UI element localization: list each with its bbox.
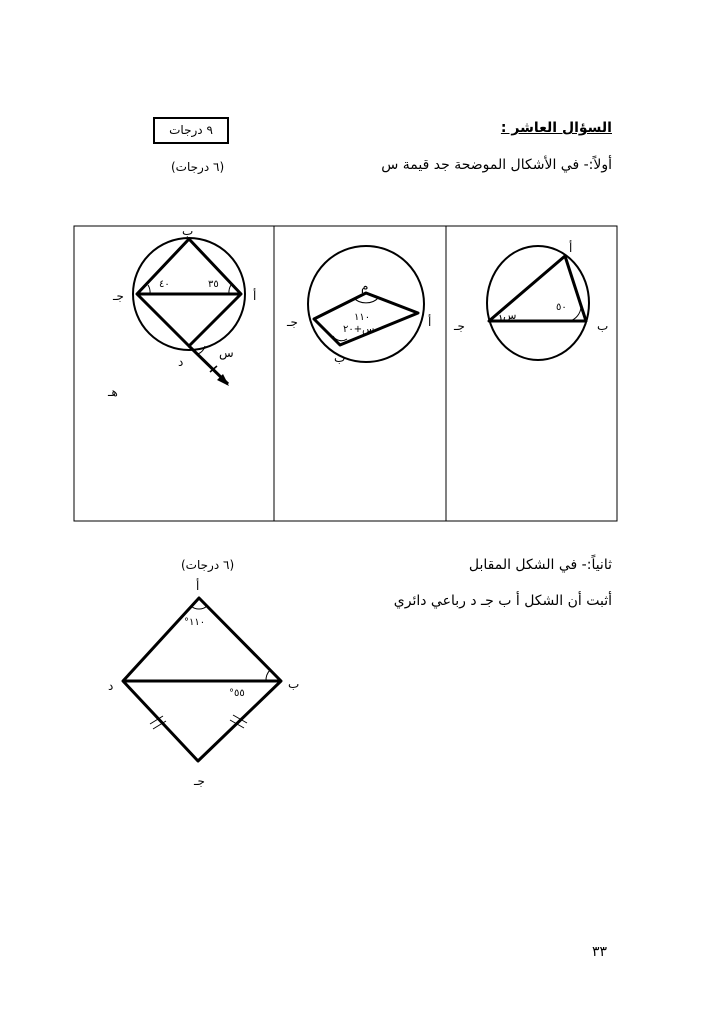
figure-3 [107, 224, 256, 399]
fig1-label-a: أ [569, 241, 573, 255]
fig4-label-b: ب [288, 677, 300, 691]
fig2-label-a: أ [428, 315, 432, 329]
part2-statement: أثبت أن الشكل أ ب جـ د رباعي دائري [393, 593, 612, 609]
fig2-label-j: جـ [287, 315, 298, 329]
fig2-label-b: ب [334, 351, 346, 365]
part1-marks: (٦ درجات) [171, 160, 225, 174]
total-marks-box: ٩ درجات [153, 117, 229, 144]
question-title: السؤال العاشر : [500, 120, 612, 136]
figure-4 [108, 578, 299, 788]
fig3-label-h: هـ [108, 385, 118, 399]
fig3-angle-35: ٣٥ [208, 279, 219, 290]
fig2-angle-m: ١١٠ [354, 312, 371, 323]
fig3-label-a: أ [253, 289, 257, 303]
figures-table [74, 226, 617, 521]
figure-1 [453, 240, 608, 360]
fig1-angle-x: س [503, 309, 517, 322]
fig1-label-b: ب [597, 319, 609, 333]
part2-prompt: ثانياً:- في الشكل المقابل [468, 557, 612, 573]
fig4-angle-a: °١١٠ [184, 617, 206, 628]
part1-prompt: أولاً:- في الأشكال الموضحة جد قيمة س [381, 157, 612, 173]
fig3-label-d: د [178, 355, 184, 369]
fig2-circle [308, 246, 424, 362]
fig4-label-d: د [108, 679, 114, 693]
figure-2 [286, 246, 431, 365]
fig2-label-m: م [361, 279, 369, 293]
fig3-angle-40: ٤٠ [159, 279, 170, 290]
fig4-angle-b: °٥٥ [229, 688, 245, 699]
fig4-label-j: جـ [194, 774, 205, 788]
part2-marks: (٦ درجات) [181, 558, 235, 572]
fig4-label-a: أ [196, 579, 200, 593]
fig2-expr: س+٢٠ [343, 324, 375, 335]
fig1-circle [487, 246, 589, 360]
fig3-label-j: جـ [113, 289, 124, 303]
fig1-label-j: جـ [454, 319, 465, 333]
fig1-angle-b: ٥٠ [556, 302, 567, 313]
fig3-angle-x: س [219, 346, 234, 360]
fig3-label-b: ب [182, 224, 194, 238]
page-number: ٣٣ [592, 944, 608, 960]
